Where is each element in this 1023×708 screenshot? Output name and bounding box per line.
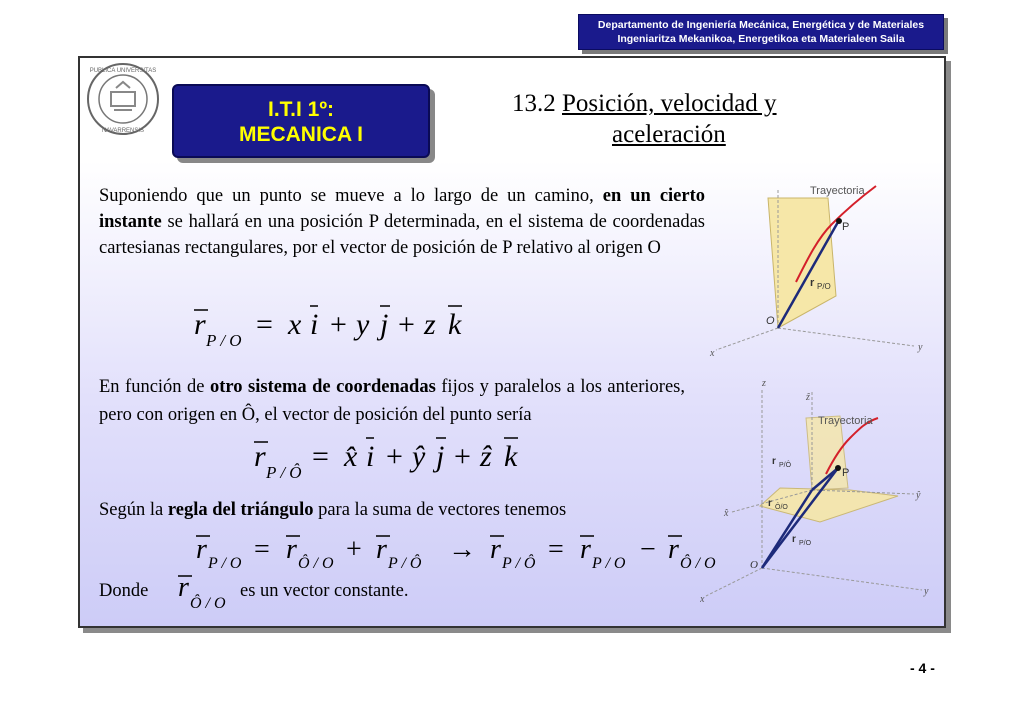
para2-text-2: fijos y paralelos a los anteriores, pero con origen en Ô, el vector de posición del punto sería <box>99 377 685 425</box>
fig1-axis-y: y <box>918 342 923 353</box>
fig2-axis-x: x <box>700 594 705 604</box>
svg-text:r: r <box>376 534 387 565</box>
svg-text:r: r <box>490 534 501 565</box>
svg-text:x̂: x̂ <box>344 440 358 473</box>
svg-text:+: + <box>346 534 362 565</box>
para1-text-2: se hallará en una posición P determinada, en el sistema de coordenadas cartesianas rectangulares, por el vector de posición de P relativo al origen O <box>99 212 705 258</box>
section-number: 13.2 <box>512 90 556 117</box>
svg-text:r: r <box>580 534 591 565</box>
para3-text-2: para la suma de vectores tenemos <box>313 500 567 520</box>
header-line-2: Ingeniaritza Mekanikoa, Energetikoa eta Materialeen Saila <box>617 33 905 45</box>
donde-label: Donde <box>99 581 149 601</box>
svg-text:+: + <box>454 440 471 473</box>
header-line-1: Departamento de Ingeniería Mecánica, Energética y de Materiales <box>597 19 925 31</box>
svg-text:−: − <box>640 534 656 565</box>
svg-text:=: = <box>548 534 564 565</box>
svg-text:i: i <box>310 308 319 341</box>
svg-text:x: x <box>288 308 302 341</box>
svg-text:P / O: P / O <box>206 331 242 350</box>
svg-text:i: i <box>366 440 375 473</box>
svg-text:PUBLICA UNIVERSITAS: PUBLICA UNIVERSITAS <box>89 68 157 74</box>
fig2-axis-xhat: x̂ <box>724 508 729 519</box>
svg-text:k: k <box>448 308 462 341</box>
para3-text-1: Según la <box>99 500 168 520</box>
svg-text:P / Ô: P / Ô <box>502 555 536 572</box>
para3-bold: regla del triángulo <box>167 500 314 520</box>
svg-text:NAVARRENSIS: NAVARRENSIS <box>101 128 145 134</box>
svg-text:r: r <box>178 572 189 603</box>
equation-position-vector-hat <box>250 428 550 486</box>
svg-text:P / O: P / O <box>592 555 626 572</box>
svg-text:y: y <box>356 308 370 341</box>
svg-text:j: j <box>380 308 389 341</box>
fig1-axis-x: x <box>710 348 715 358</box>
para2-text-1: En función de <box>99 377 210 397</box>
fig2-vector-ohat-o: r <box>768 498 772 509</box>
fig1-point-label: P <box>842 221 850 233</box>
fig2-axis-z: z <box>762 378 766 389</box>
section-title <box>512 88 872 150</box>
svg-text:k: k <box>504 440 518 473</box>
fig2-vector-p-o: r <box>792 534 796 545</box>
fig1-vector-sub: P/O <box>817 282 831 291</box>
svg-text:P / O: P / O <box>208 555 242 572</box>
svg-text:r: r <box>668 534 679 565</box>
equation-position-vector <box>190 296 490 352</box>
svg-text:Ô / O: Ô / O <box>680 555 716 572</box>
svg-text:=: = <box>254 534 270 565</box>
title-part-1: Posición, velocidad y <box>562 90 777 117</box>
svg-text:z: z <box>424 308 436 341</box>
fig2-axis-zhat: ẑ <box>806 392 810 403</box>
svg-text:=: = <box>256 308 273 341</box>
fig1-trajectory-label: Trayectoria <box>810 185 865 197</box>
svg-text:j: j <box>436 440 445 473</box>
paragraph-position <box>99 183 705 261</box>
svg-text:+: + <box>398 308 415 341</box>
svg-text:ŷ: ŷ <box>412 440 426 473</box>
equation-constant-vector <box>172 566 238 614</box>
fig2-vector-ohat-o-sub: Ô/O <box>775 504 788 511</box>
svg-text:=: = <box>312 440 329 473</box>
fig2-axis-yhat: ŷ <box>916 490 921 501</box>
paragraph-other-system <box>99 373 685 429</box>
department-header <box>578 14 944 50</box>
fig1-vector-label: r <box>810 277 815 289</box>
svg-text:Ô / O: Ô / O <box>298 555 334 572</box>
svg-text:r: r <box>286 534 297 565</box>
para1-text-1: Suponiendo que un punto se mueve a lo largo de un camino, <box>99 186 603 206</box>
svg-text:r: r <box>196 534 207 565</box>
fig2-point-label: P <box>842 467 850 479</box>
fig2-axis-y: y <box>924 586 929 597</box>
para2-bold: otro sistema de coordenadas <box>210 377 436 397</box>
svg-text:P / Ô: P / Ô <box>388 555 422 572</box>
fig2-origin-label: O <box>750 559 758 571</box>
equation-triangle-rule <box>192 526 732 576</box>
svg-text:+: + <box>386 440 403 473</box>
badge-line-2: MECANICA I <box>238 123 364 146</box>
badge-line-1: I.T.I 1º: <box>267 98 334 121</box>
svg-text:ẑ: ẑ <box>480 440 492 473</box>
university-seal-logo <box>86 62 160 136</box>
svg-text:+: + <box>330 308 347 341</box>
constant-vector-text: es un vector constante. <box>240 581 409 601</box>
fig2-vector-p-ohat-sub: P/Ô <box>779 462 792 469</box>
svg-text:P / Ô: P / Ô <box>266 463 302 482</box>
trajectory-figure-1 <box>708 178 938 358</box>
para1-bold: en un cierto instante <box>99 186 706 232</box>
fig2-vector-p-ohat: r <box>772 456 776 467</box>
title-part-2: aceleración <box>612 121 726 148</box>
paragraph-triangle-rule <box>99 497 685 523</box>
trajectory-figure-2 <box>700 378 938 604</box>
svg-text:r: r <box>194 308 206 341</box>
fig1-origin-label: O <box>766 315 775 327</box>
svg-text:Ô / O: Ô / O <box>190 595 226 612</box>
page-number: - 4 - <box>910 660 935 676</box>
course-badge <box>172 84 430 158</box>
fig2-trajectory-label: Trayectoria <box>818 415 873 427</box>
svg-text:→: → <box>448 534 476 565</box>
svg-text:r: r <box>254 440 266 473</box>
fig2-vector-p-o-sub: P/O <box>799 540 812 547</box>
